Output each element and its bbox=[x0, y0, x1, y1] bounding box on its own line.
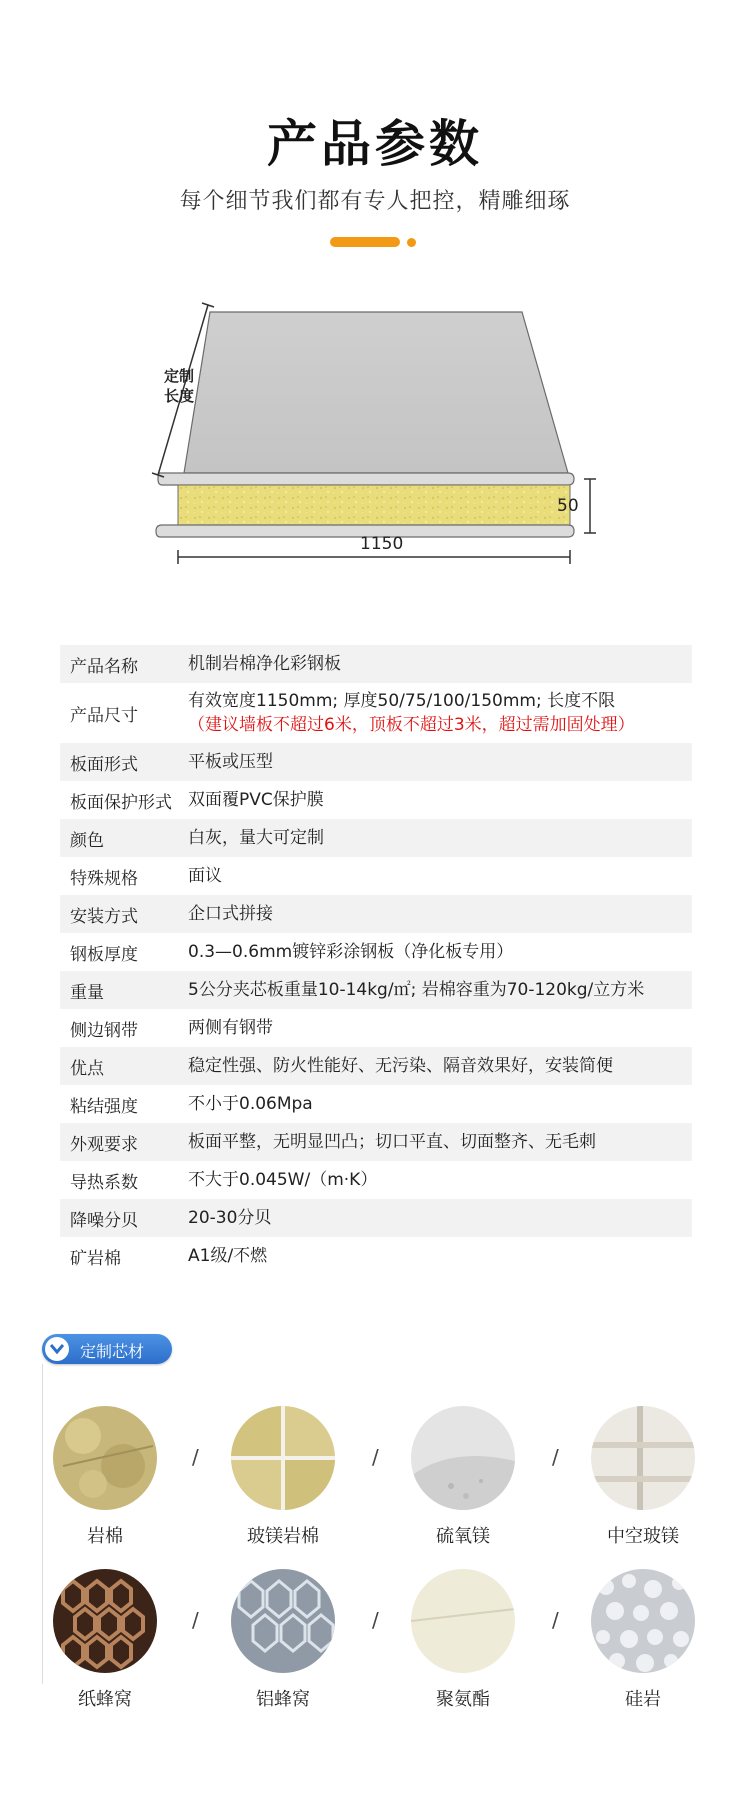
spec-value: 5公分夹芯板重量10-14kg/㎡; 岩棉容重为70-120kg/立方米 bbox=[188, 980, 645, 1000]
spec-value: 板面平整，无明显凹凸；切口平直、切面整齐、无毛刺 bbox=[188, 1132, 596, 1152]
glass-magnesium-rock-wool-photo-icon bbox=[231, 1406, 335, 1510]
material-label: 铝蜂窝 bbox=[256, 1689, 310, 1710]
spec-key: 板面保护形式 bbox=[70, 792, 172, 813]
material-item bbox=[588, 1406, 698, 1548]
spec-key: 颜色 bbox=[70, 830, 104, 851]
section-divider-line bbox=[42, 1364, 43, 1684]
spec-value: 不小于0.06Mpa bbox=[188, 1094, 313, 1114]
material-label: 纸蜂窝 bbox=[78, 1689, 132, 1710]
spec-key: 板面形式 bbox=[70, 754, 138, 775]
spec-row bbox=[60, 819, 692, 857]
page-title: 产品参数 bbox=[267, 115, 483, 173]
spec-value-cell bbox=[186, 1244, 692, 1268]
spec-row bbox=[60, 1123, 692, 1161]
rock-wool-core bbox=[178, 485, 570, 525]
spec-row bbox=[60, 895, 692, 933]
polyurethane-photo-icon bbox=[411, 1569, 515, 1673]
spec-value: 有效宽度1150mm; 厚度50/75/100/150mm; 长度不限 bbox=[188, 691, 616, 711]
thickness-label: 50 bbox=[557, 496, 579, 516]
material-item bbox=[228, 1406, 338, 1548]
length-label-line2: 长度 bbox=[164, 387, 195, 405]
material-item bbox=[50, 1569, 160, 1711]
spec-value-cell bbox=[186, 689, 692, 737]
spec-row bbox=[60, 1047, 692, 1085]
spec-key: 侧边钢带 bbox=[70, 1020, 138, 1041]
material-item bbox=[50, 1406, 160, 1548]
separator: / bbox=[192, 1608, 199, 1632]
chevron-down-icon bbox=[45, 1337, 69, 1361]
decoration-dot bbox=[407, 238, 416, 247]
material-item bbox=[408, 1406, 518, 1548]
spec-key: 安装方式 bbox=[70, 906, 138, 927]
spec-value: 0.3—0.6mm镀锌彩涂钢板（净化板专用） bbox=[188, 942, 514, 962]
spec-key: 优点 bbox=[70, 1058, 104, 1079]
spec-row bbox=[60, 645, 692, 683]
spec-row bbox=[60, 1009, 692, 1047]
material-label: 硅岩 bbox=[625, 1689, 661, 1710]
material-label: 硫氧镁 bbox=[436, 1526, 490, 1547]
spec-key: 矿岩棉 bbox=[70, 1248, 121, 1269]
spec-key: 外观要求 bbox=[70, 1134, 138, 1155]
material-item bbox=[228, 1569, 338, 1711]
magnesium-oxysulfide-photo-icon bbox=[411, 1406, 515, 1510]
spec-value: A1级/不燃 bbox=[188, 1246, 268, 1266]
separator: / bbox=[552, 1445, 559, 1469]
spec-key: 粘结强度 bbox=[70, 1096, 138, 1117]
spec-value-cell bbox=[186, 1130, 692, 1154]
separator: / bbox=[372, 1608, 379, 1632]
badge-label: 定制芯材 bbox=[80, 1342, 145, 1361]
spec-value-cell bbox=[186, 750, 692, 774]
spec-row bbox=[60, 781, 692, 819]
panel-top-rail bbox=[158, 473, 574, 485]
spec-key: 特殊规格 bbox=[70, 868, 138, 889]
decoration-bar bbox=[330, 237, 400, 247]
spec-row bbox=[60, 1085, 692, 1123]
spec-value-cell bbox=[186, 1054, 692, 1078]
material-item bbox=[588, 1569, 698, 1711]
spec-value-cell bbox=[186, 1206, 692, 1230]
length-label-line1: 定制 bbox=[164, 367, 195, 385]
spec-value-cell bbox=[186, 864, 692, 888]
spec-value: 机制岩棉净化彩钢板 bbox=[188, 654, 341, 674]
spec-key: 钢板厚度 bbox=[70, 944, 138, 965]
material-label: 岩棉 bbox=[87, 1526, 123, 1547]
page-subtitle: 每个细节我们都有专人把控，精雕细琢 bbox=[179, 189, 571, 214]
spec-value: 白灰，量大可定制 bbox=[188, 828, 324, 848]
spec-table bbox=[60, 645, 692, 1275]
width-label: 1150 bbox=[360, 534, 404, 554]
spec-value: 平板或压型 bbox=[188, 752, 273, 772]
spec-value: 稳定性强、防火性能好、无污染、隔音效果好，安装简便 bbox=[188, 1056, 613, 1076]
separator: / bbox=[372, 1445, 379, 1469]
paper-honeycomb-photo-icon bbox=[53, 1569, 157, 1673]
spec-value: 20-30分贝 bbox=[188, 1208, 272, 1228]
material-label: 聚氨酯 bbox=[436, 1689, 490, 1710]
spec-value: 不大于0.045W/（m·K） bbox=[188, 1170, 378, 1190]
spec-key: 产品名称 bbox=[70, 656, 138, 677]
spec-row bbox=[60, 1237, 692, 1275]
spec-row bbox=[60, 971, 692, 1009]
material-label: 中空玻镁 bbox=[607, 1526, 679, 1547]
spec-row bbox=[60, 683, 692, 743]
spec-value-cell bbox=[186, 788, 692, 812]
spec-value-cell bbox=[186, 1016, 692, 1040]
separator: / bbox=[192, 1445, 199, 1469]
separator: / bbox=[552, 1608, 559, 1632]
spec-value-cell bbox=[186, 826, 692, 850]
panel-top-face bbox=[184, 312, 568, 473]
spec-key: 降噪分贝 bbox=[70, 1210, 138, 1231]
spec-value-cell bbox=[186, 1092, 692, 1116]
spec-value-cell bbox=[186, 978, 692, 1002]
spec-row bbox=[60, 1199, 692, 1237]
spec-value-cell bbox=[186, 902, 692, 926]
spec-row bbox=[60, 1161, 692, 1199]
spec-key: 导热系数 bbox=[70, 1172, 138, 1193]
spec-value: 双面覆PVC保护膜 bbox=[188, 790, 324, 810]
material-item bbox=[408, 1569, 518, 1711]
material-label: 玻镁岩棉 bbox=[247, 1526, 319, 1547]
panel-dimension-diagram bbox=[150, 295, 600, 585]
aluminum-honeycomb-photo-icon bbox=[231, 1569, 335, 1673]
custom-core-badge bbox=[42, 1334, 172, 1364]
rock-wool-photo-icon bbox=[53, 1406, 157, 1510]
spec-value-cell bbox=[186, 1168, 692, 1192]
hollow-glass-magnesium-photo-icon bbox=[591, 1406, 695, 1510]
spec-value-cell bbox=[186, 652, 692, 676]
spec-value: 企口式拼接 bbox=[188, 904, 273, 924]
spec-key: 重量 bbox=[70, 982, 104, 1003]
spec-row bbox=[60, 857, 692, 895]
spec-row bbox=[60, 743, 692, 781]
spec-warning-note: （建议墙板不超过6米，顶板不超过3米，超过需加固处理） bbox=[188, 715, 635, 735]
silica-rock-photo-icon bbox=[591, 1569, 695, 1673]
spec-row bbox=[60, 933, 692, 971]
spec-value: 两侧有钢带 bbox=[188, 1018, 273, 1038]
spec-value: 面议 bbox=[188, 866, 222, 886]
spec-value-cell bbox=[186, 940, 692, 964]
spec-key: 产品尺寸 bbox=[70, 705, 138, 726]
